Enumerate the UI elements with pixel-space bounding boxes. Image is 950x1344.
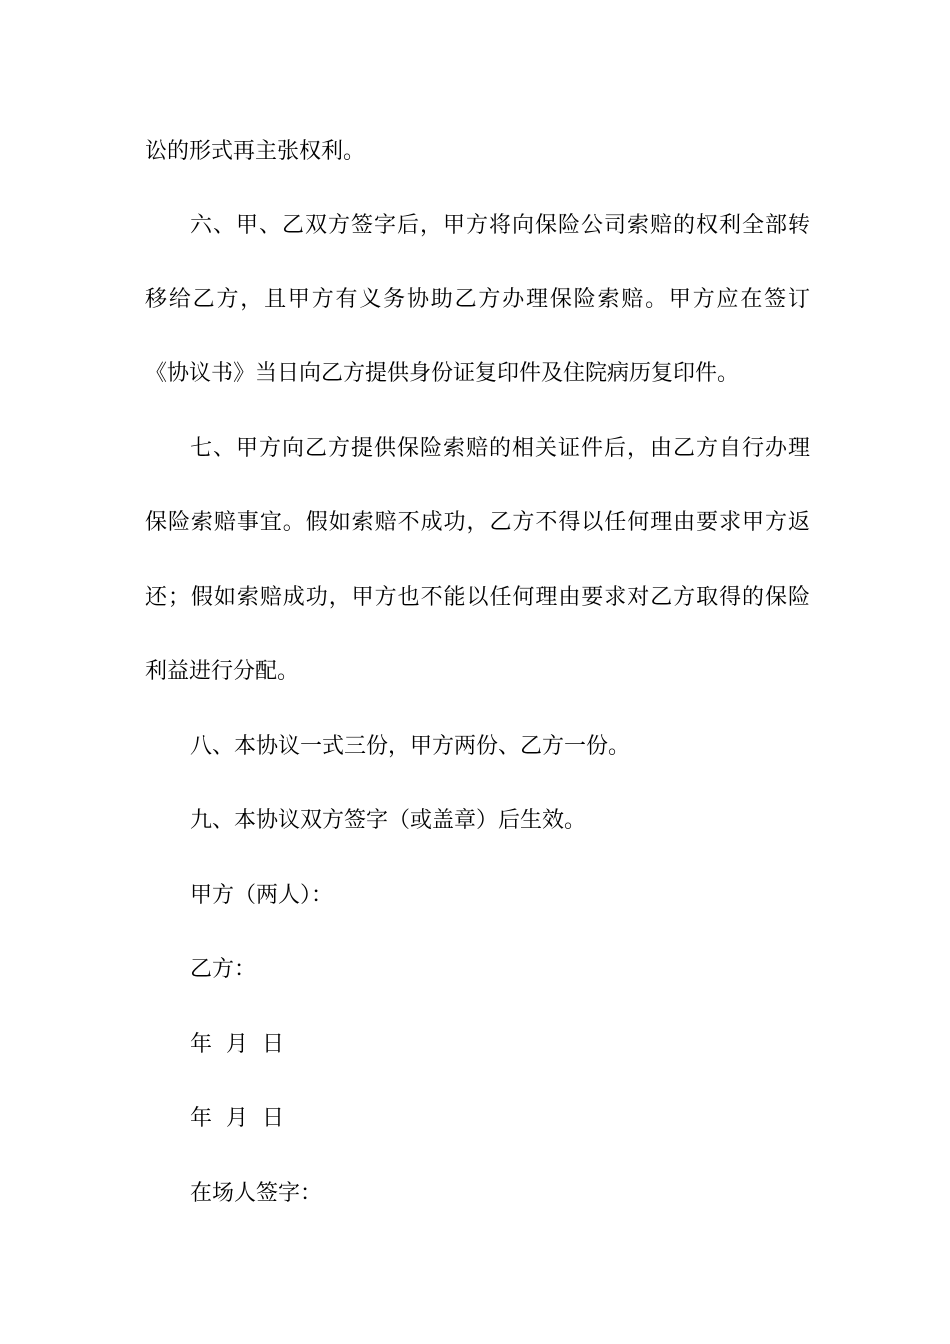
paragraph-line: 《协议书》当日向乙方提供身份证复印件及住院病历复印件。	[145, 361, 740, 386]
witness-signature-label: 在场人签字：	[190, 1181, 323, 1206]
party-a-signature-label: 甲方（两人）：	[190, 883, 334, 908]
paragraph-line: 六、甲、乙双方签字后，甲方将向保险公司索赔的权利全部转	[190, 213, 810, 238]
paragraph-line: 移给乙方，且甲方有义务协助乙方办理保险索赔。甲方应在签订	[145, 287, 810, 312]
paragraph-line: 讼的形式再主张权利。	[145, 139, 366, 164]
paragraph-line: 七、甲方向乙方提供保险索赔的相关证件后，由乙方自行办理	[190, 436, 810, 461]
paragraph-line: 八、本协议一式三份，甲方两份、乙方一份。	[190, 734, 631, 759]
party-b-signature-label: 乙方：	[190, 957, 257, 982]
paragraph-line: 保险索赔事宜。假如索赔不成功，乙方不得以任何理由要求甲方返	[145, 510, 810, 535]
date-line: 年 月 日	[190, 1106, 284, 1131]
paragraph-line: 还；假如索赔成功，甲方也不能以任何理由要求对乙方取得的保险	[145, 585, 810, 610]
paragraph-line: 利益进行分配。	[145, 659, 300, 684]
paragraph-line: 九、本协议双方签字（或盖章）后生效。	[190, 808, 587, 833]
date-line: 年 月 日	[190, 1032, 284, 1057]
